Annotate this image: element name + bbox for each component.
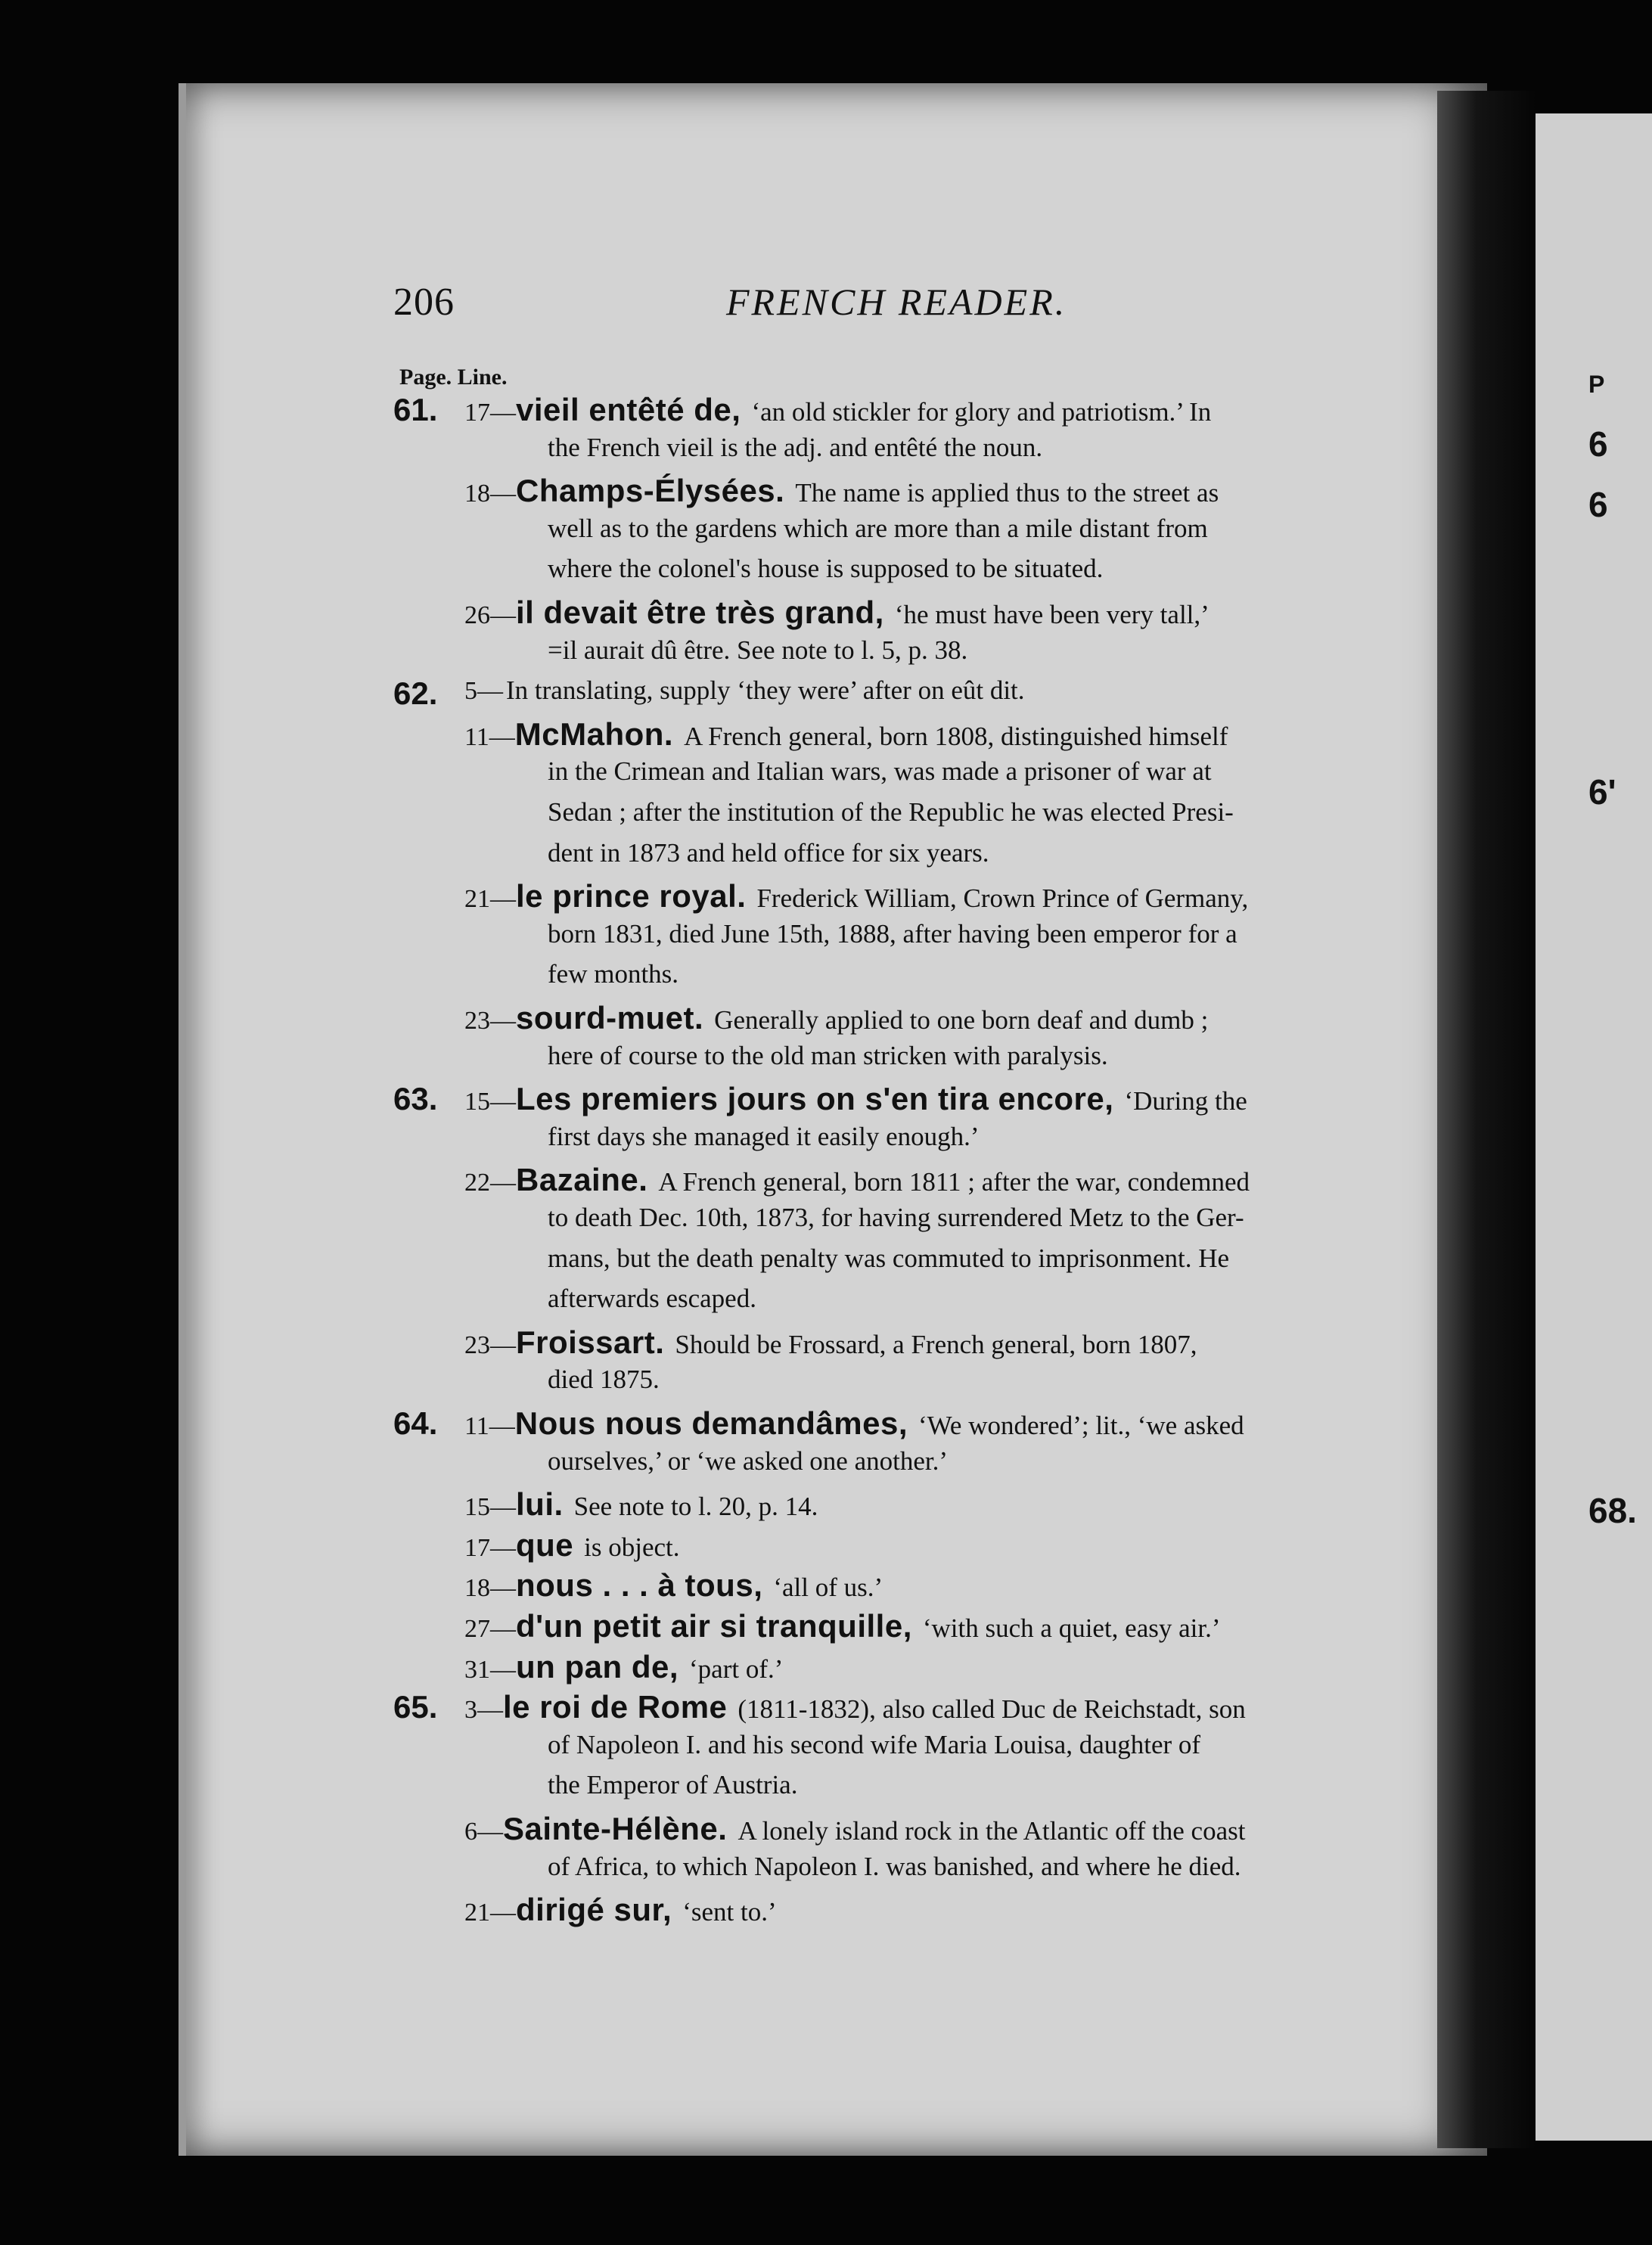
note-continuation-text: =il aurait dû être. See note to l. 5, p. 38.	[548, 635, 968, 665]
note-headword: nous . . . à tous,	[516, 1567, 763, 1604]
note-gloss: ‘all of us.’	[773, 1573, 883, 1603]
note-continuation-text: the Emperor of Austria.	[548, 1770, 798, 1800]
note-line-label: 17—	[464, 1533, 516, 1562]
note-page-number: 62.	[393, 675, 438, 712]
note-continuation-line	[0, 1770, 1652, 1812]
note-gloss: The name is applied thus to the street as	[795, 478, 1219, 508]
note-continuation-line	[0, 433, 1652, 475]
note-line-label: 3—	[464, 1696, 503, 1725]
note-continuation-text: Sedan ; after the institution of the Republic he was elected Presi-	[548, 797, 1234, 827]
note-continuation-text: here of course to the old man stricken with paralysis.	[548, 1040, 1108, 1070]
note-entry	[0, 1405, 1652, 1448]
note-continuation-line	[0, 1122, 1652, 1164]
note-continuation-line	[0, 1284, 1652, 1326]
note-entry	[0, 1486, 1652, 1529]
note-gloss: See note to l. 20, p. 14.	[573, 1492, 818, 1522]
note-gloss: ‘sent to.’	[682, 1897, 777, 1927]
note-headword: sourd-muet.	[516, 1000, 704, 1036]
note-continuation-text: the French vieil is the adj. and entêté the noun.	[548, 432, 1043, 462]
note-line-label: 31—	[464, 1655, 516, 1684]
note-line-label: 23—	[464, 1331, 516, 1359]
note-continuation-line	[0, 959, 1652, 1001]
note-entry	[0, 1689, 1652, 1731]
note-headword: Sainte-Hélène.	[503, 1811, 728, 1846]
page-number: 206	[393, 281, 455, 324]
note-headword: vieil entêté de,	[516, 392, 741, 427]
note-continuation-text: ourselves,’ or ‘we asked one another.’	[548, 1445, 949, 1476]
note-line-label: 17—	[464, 399, 516, 427]
note-line-label: 18—	[464, 1574, 516, 1603]
note-entry	[0, 1649, 1652, 1691]
note-headword: il devait être très grand,	[516, 595, 884, 630]
note-continuation-text: first days she managed it easily enough.’	[548, 1121, 980, 1151]
note-line-number	[464, 716, 1228, 753]
note-continuation-text: dent in 1873 and held office for six years.	[548, 837, 989, 868]
note-line-label: 6—	[464, 1818, 503, 1846]
note-entry	[0, 1567, 1652, 1610]
note-entry	[0, 1162, 1652, 1204]
note-gloss: In translating, supply ‘they were’ after on eût dit.	[506, 675, 1025, 706]
note-gloss: ‘with such a quiet, easy air.’	[922, 1613, 1221, 1643]
note-line-number	[464, 1649, 783, 1685]
note-line-number	[464, 1081, 1247, 1117]
note-gloss: A lonely island rock in the Atlantic off the coast	[738, 1816, 1246, 1846]
note-entry	[0, 473, 1652, 515]
next-page-fragment: 6	[1588, 485, 1608, 524]
note-line-label: 5—	[464, 677, 503, 706]
note-line-label: 11—	[464, 1412, 515, 1440]
note-headword: que	[516, 1526, 574, 1563]
note-continuation-line	[0, 1365, 1652, 1407]
note-continuation-text: born 1831, died June 15th, 1888, after having been emperor for a	[548, 918, 1237, 949]
note-entry	[0, 1081, 1652, 1123]
note-entry	[0, 675, 1652, 718]
note-line-label: 15—	[464, 1493, 516, 1522]
note-headword: le roi de Rome	[503, 1689, 728, 1725]
note-continuation-text: to death Dec. 10th, 1873, for having surrendered Metz to the Ger-	[548, 1203, 1244, 1232]
note-line-number	[464, 1486, 818, 1523]
note-continuation-line	[0, 1446, 1652, 1489]
note-headword: McMahon.	[514, 716, 674, 752]
note-entry	[0, 1608, 1652, 1650]
note-entry	[0, 392, 1652, 434]
note-gloss: ‘During the	[1124, 1086, 1247, 1116]
note-gloss: ‘part of.’	[689, 1653, 784, 1684]
note-entry	[0, 878, 1652, 921]
note-line-label: 15—	[464, 1088, 516, 1116]
note-gloss: is object.	[584, 1532, 680, 1562]
note-line-number	[464, 1608, 1221, 1644]
note-headword: un pan de,	[516, 1648, 678, 1685]
note-page-number: 64.	[393, 1405, 438, 1441]
note-line-label: 18—	[464, 480, 516, 508]
note-line-label: 27—	[464, 1615, 516, 1643]
note-entry	[0, 1892, 1652, 1934]
note-line-number	[464, 595, 1210, 631]
note-continuation-text: mans, but the death penalty was commuted to imprisonment. He	[548, 1243, 1230, 1273]
note-line-number	[464, 1527, 680, 1563]
next-page-fragment: 6'	[1588, 772, 1616, 812]
note-continuation-text: in the Crimean and Italian wars, was made a prisoner of war at	[548, 756, 1212, 787]
note-continuation-line	[0, 1203, 1652, 1245]
note-entry	[0, 1324, 1652, 1367]
next-page-fragment: 6	[1588, 424, 1608, 464]
note-line-number	[464, 1162, 1250, 1198]
note-continuation-line	[0, 1041, 1652, 1083]
note-entry	[0, 716, 1652, 759]
note-line-label: 26—	[464, 601, 516, 629]
note-headword: d'un petit air si tranquille,	[516, 1608, 912, 1644]
note-entry	[0, 595, 1652, 637]
note-continuation-line	[0, 1730, 1652, 1772]
note-line-number	[464, 1811, 1245, 1847]
note-entry	[0, 1811, 1652, 1853]
note-headword: Nous nous demandâmes,	[514, 1405, 908, 1441]
note-line-number	[464, 1689, 1246, 1725]
note-entry	[0, 1527, 1652, 1570]
note-headword: le prince royal.	[516, 878, 747, 914]
note-gloss: ‘he must have been very tall,’	[894, 600, 1210, 629]
note-line-label: 21—	[464, 885, 516, 914]
note-line-number	[464, 1567, 883, 1604]
note-continuation-line	[0, 919, 1652, 961]
note-continuation-text: died 1875.	[548, 1365, 660, 1395]
note-continuation-line	[0, 635, 1652, 678]
note-continuation-line	[0, 756, 1652, 799]
note-continuation-line	[0, 797, 1652, 840]
note-continuation-line	[0, 838, 1652, 880]
page-title: FRENCH READER.	[726, 281, 1067, 323]
note-gloss: A French general, born 1811 ; after the war, condemned	[658, 1167, 1250, 1197]
note-continuation-text: where the colonel's house is supposed to be situated.	[548, 554, 1104, 584]
note-headword: Champs-Élysées.	[516, 473, 785, 509]
note-line-number	[464, 473, 1219, 509]
note-headword: Les premiers jours on s'en tira encore,	[516, 1081, 1114, 1117]
note-page-number: 65.	[393, 1689, 438, 1725]
note-continuation-text: of Napoleon I. and his second wife Maria Louisa, daughter of	[548, 1729, 1201, 1759]
next-page-fragment: 68.	[1588, 1491, 1637, 1530]
column-header: Page. Line.	[399, 365, 508, 390]
note-gloss: Should be Frossard, a French general, born 1807,	[675, 1329, 1197, 1359]
note-gloss: (1811-1832), also called Duc de Reichstadt, son	[738, 1694, 1246, 1725]
note-headword: Froissart.	[516, 1324, 665, 1360]
note-line-label: 22—	[464, 1169, 516, 1197]
note-line-number	[464, 1405, 1244, 1442]
note-headword: lui.	[516, 1486, 564, 1523]
note-line-label: 21—	[464, 1899, 516, 1927]
next-page-fragment: P	[1588, 371, 1605, 398]
note-line-number	[464, 392, 1211, 428]
note-line-number	[464, 1892, 777, 1928]
note-continuation-text: few months.	[548, 959, 679, 989]
note-headword: Bazaine.	[516, 1162, 648, 1198]
note-entry	[0, 1000, 1652, 1042]
note-gloss: Frederick William, Crown Prince of Germany,	[756, 883, 1249, 914]
note-line-number	[464, 878, 1248, 914]
note-continuation-text: afterwards escaped.	[548, 1284, 756, 1314]
note-line-number	[464, 675, 1025, 706]
note-headword: dirigé sur,	[516, 1892, 672, 1928]
note-continuation-line	[0, 554, 1652, 596]
note-continuation-text: well as to the gardens which are more than a mile distant from	[548, 513, 1208, 543]
note-gloss: ‘We wondered’; lit., ‘we asked	[918, 1411, 1244, 1440]
note-gloss: ‘an old stickler for glory and patriotism.’ In	[751, 397, 1212, 427]
note-line-label: 11—	[464, 722, 515, 751]
note-continuation-text: of Africa, to which Napoleon I. was banished, and where he died.	[548, 1851, 1241, 1881]
note-gloss: Generally applied to one born deaf and dumb ;	[714, 1005, 1209, 1035]
note-page-number: 63.	[393, 1081, 438, 1117]
note-line-number	[464, 1000, 1208, 1036]
running-head	[0, 280, 1652, 325]
note-gloss: A French general, born 1808, distinguished himself	[684, 721, 1228, 751]
note-page-number: 61.	[393, 392, 438, 427]
note-continuation-line	[0, 1244, 1652, 1286]
note-line-number	[464, 1324, 1197, 1361]
note-continuation-line	[0, 1852, 1652, 1894]
note-continuation-line	[0, 514, 1652, 556]
note-line-label: 23—	[464, 1007, 516, 1035]
